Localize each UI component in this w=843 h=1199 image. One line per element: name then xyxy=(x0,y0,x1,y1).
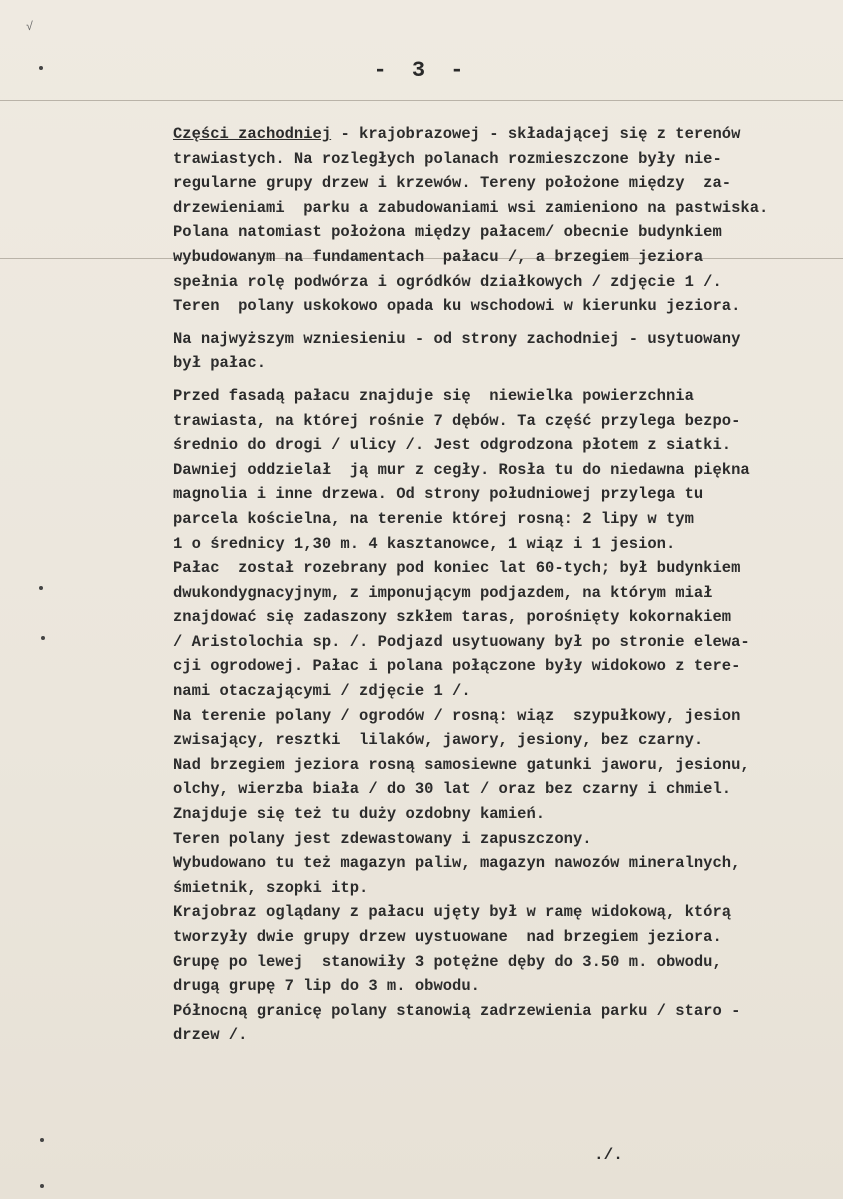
line-text: wybudowanym na fundamentach pałacu /, a brzegiem jeziora xyxy=(173,247,704,266)
line-text: Przed fasadą pałacu znajduje się niewielka powierzchnia xyxy=(173,386,694,405)
line-text: był pałac. xyxy=(173,354,267,373)
text-line xyxy=(173,679,838,704)
line-text: - krajobrazowej - składającej się z terenów xyxy=(331,125,741,143)
text-line xyxy=(173,507,838,532)
text-line xyxy=(173,876,838,901)
line-text: drzew /. xyxy=(173,1026,248,1045)
text-line xyxy=(173,245,838,270)
text-line xyxy=(173,704,838,729)
line-text: Pałac został rozebrany pod koniec lat 60-tych; był budynkiem xyxy=(173,559,741,578)
text-line xyxy=(173,220,838,245)
text-line xyxy=(173,351,838,376)
line-text: spełnia rolę podwórza i ogródków działkowych / zdjęcie 1 /. xyxy=(173,272,722,291)
text-line xyxy=(173,753,838,778)
line-text: Na terenie polany / ogrodów / rosną: wiąz szypułkowy, jesion xyxy=(173,706,741,725)
text-line xyxy=(173,777,838,802)
underlined-heading: Części zachodniej xyxy=(173,125,332,143)
text-line xyxy=(173,827,838,852)
line-text: Na najwyższym wzniesieniu - od strony zachodniej - usytuowany xyxy=(173,329,741,348)
text-line xyxy=(173,728,838,753)
line-text: olchy, wierzba biała / do 30 lat / oraz bez czarny i chmiel. xyxy=(173,780,732,799)
line-text: cji ogrodowej. Pałac i polana połączone były widokowo z tere- xyxy=(173,657,741,676)
line-text: drzewieniami parku a zabudowaniami wsi zamieniono na pastwiska. xyxy=(173,198,769,217)
text-line xyxy=(173,974,838,999)
line-text: Krajobraz oglądany z pałacu ujęty był w ramę widokową, którą xyxy=(173,903,732,922)
continuation-mark: ./. xyxy=(594,1146,623,1164)
line-text: 1 o średnicy 1,30 m. 4 kasztanowce, 1 wiąz i 1 jesion. xyxy=(173,534,676,553)
line-text: zwisający, resztki lilaków, jawory, jesiony, bez czarny. xyxy=(173,731,704,750)
body-text xyxy=(173,122,838,1048)
margin-dot xyxy=(40,1184,44,1188)
margin-dot xyxy=(39,586,43,590)
line-text: Polana natomiast położona między pałacem/ obecnie budynkiem xyxy=(173,223,722,242)
text-line xyxy=(173,532,838,557)
line-text: Północną granicę polany stanowią zadrzewienia parku / staro - xyxy=(173,1001,741,1020)
line-text: Nad brzegiem jeziora rosną samosiewne gatunki jaworu, jesionu, xyxy=(173,755,750,774)
text-line xyxy=(173,433,838,458)
text-line xyxy=(173,851,838,876)
text-line xyxy=(173,950,838,975)
line-text: Teren polany uskokowo opada ku wschodowi w kierunku jeziora. xyxy=(173,297,741,316)
line-text: drugą grupę 7 lip do 3 m. obwodu. xyxy=(173,977,480,996)
text-line xyxy=(173,458,838,483)
text-line xyxy=(173,196,838,221)
line-text: dwukondygnacyjnym, z imponującym podjazdem, na którym miał xyxy=(173,583,713,602)
line-text: trawiasta, na której rośnie 7 dębów. Ta część przylega bezpo- xyxy=(173,411,741,430)
text-line xyxy=(173,409,838,434)
text-line xyxy=(173,999,838,1024)
text-line xyxy=(173,294,838,319)
line-text: tworzyły dwie grupy drzew uystuowane nad brzegiem jeziora. xyxy=(173,928,722,946)
text-line xyxy=(173,630,838,655)
text-line xyxy=(173,556,838,581)
text-line xyxy=(173,1023,838,1048)
line-text: Wybudowano tu też magazyn paliw, magazyn nawozów mineralnych, xyxy=(173,854,741,873)
line-text: magnolia i inne drzewa. Od strony południowej przylega tu xyxy=(173,485,704,504)
line-text: Grupę po lewej stanowiły 3 potężne dęby do 3.50 m. obwodu, xyxy=(173,952,722,971)
text-line xyxy=(173,482,838,507)
line-text: regularne grupy drzew i krzewów. Tereny położone między za- xyxy=(173,174,732,193)
fold-line-top xyxy=(0,100,843,101)
text-line xyxy=(173,654,838,679)
margin-dot xyxy=(41,636,45,640)
margin-check-mark: √ xyxy=(26,20,34,34)
text-line xyxy=(173,122,838,147)
line-text: nami otaczającymi / zdjęcie 1 /. xyxy=(173,682,471,701)
text-line xyxy=(173,581,838,606)
text-line xyxy=(173,171,838,196)
line-text: znajdować się zadaszony szkłem taras, porośnięty kokornakiem xyxy=(173,608,732,627)
page-number: - 3 - xyxy=(373,58,470,83)
text-line xyxy=(173,384,838,409)
line-text: trawiastych. Na rozległych polanach rozmieszczone były nie- xyxy=(173,149,722,168)
text-line xyxy=(173,802,838,827)
line-text: parcela kościelna, na terenie której rosną: 2 lipy w tym xyxy=(173,509,694,528)
text-line xyxy=(173,925,838,950)
line-text: śmietnik, szopki itp. xyxy=(173,878,369,897)
text-line xyxy=(173,900,838,925)
line-text: / Aristolochia sp. /. Podjazd usytuowany był po stronie elewa- xyxy=(173,632,750,651)
text-line xyxy=(173,327,838,352)
line-text: Teren polany jest zdewastowany i zapuszczony. xyxy=(173,829,592,848)
margin-dot xyxy=(40,1138,44,1142)
text-line xyxy=(173,605,838,630)
paragraph-gap xyxy=(173,319,838,327)
line-text: średnio do drogi / ulicy /. Jest odgrodzona płotem z siatki. xyxy=(173,436,732,455)
text-line xyxy=(173,147,838,172)
text-line xyxy=(173,270,838,295)
line-text: Dawniej oddzielał ją mur z cegły. Rosła tu do niedawna piękna xyxy=(173,460,750,479)
paragraph-gap xyxy=(173,376,838,384)
line-text: Znajduje się też tu duży ozdobny kamień. xyxy=(173,805,546,824)
